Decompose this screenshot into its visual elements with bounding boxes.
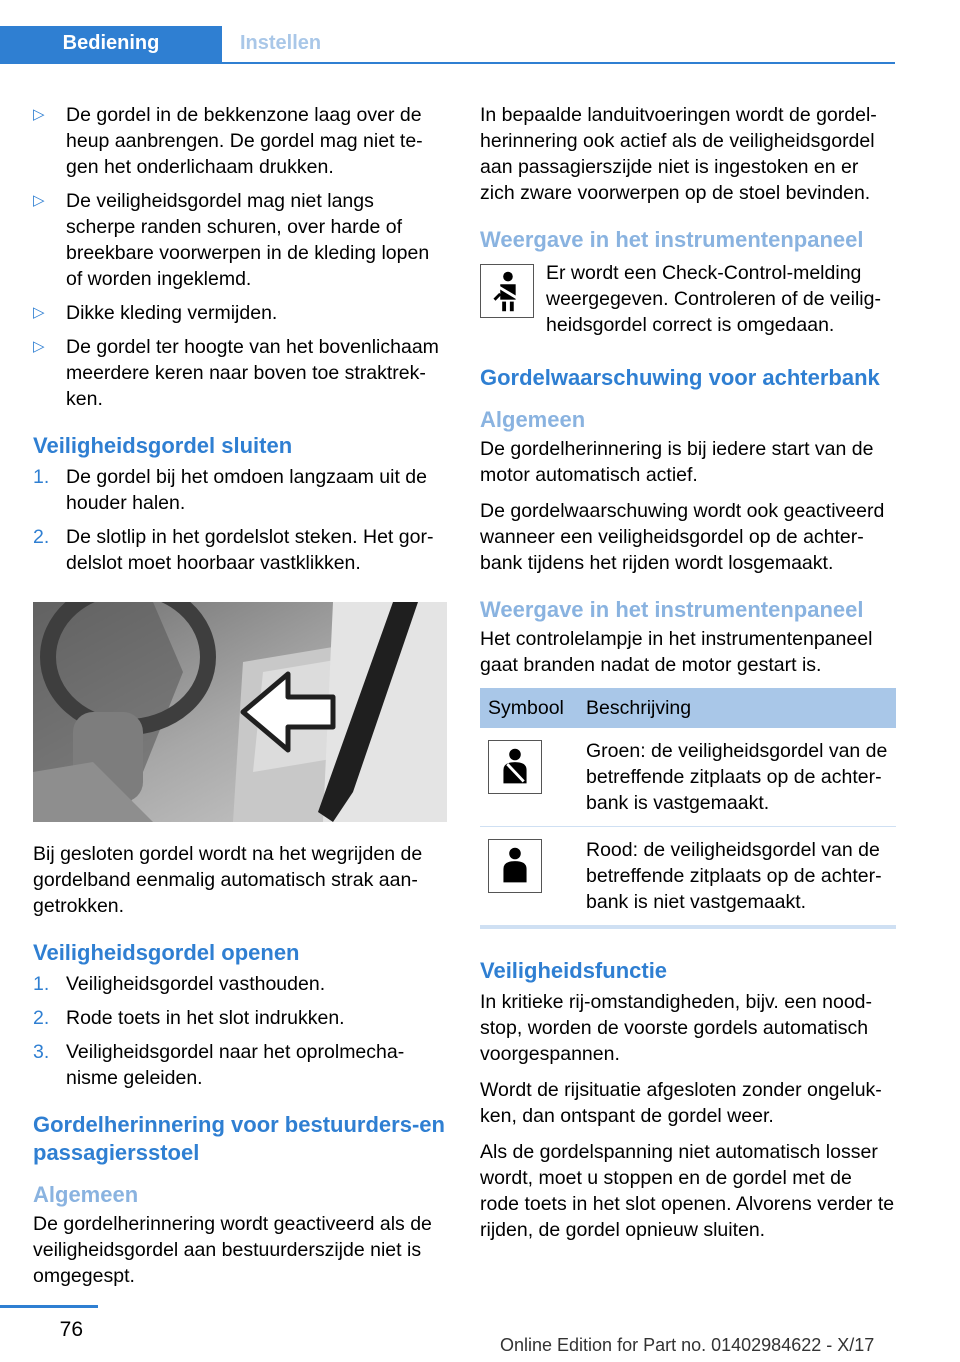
paragraph-intro: In bepaalde landuitvoeringen wordt de gordel-herinnering ook actief als de veiligheidsgordel aan passagierszijde niet is ingestoken en er zich zware voorwerpen op de stoel bevinden.	[480, 104, 877, 204]
heading-herinnering: Gordelherinnering voor bestuurders-en passagiersstoel	[33, 1112, 445, 1165]
seatbelt-warning-icon	[480, 264, 534, 318]
heading-veiligheidsfunctie: Veiligheidsfunctie	[480, 958, 668, 983]
unbelted-occupant-icon	[488, 839, 542, 893]
edition-footer: Online Edition for Part no. 01402984622 - X/17	[500, 1335, 875, 1355]
subheading-algemeen: Algemeen	[33, 1182, 139, 1207]
step-number: 1.	[33, 973, 50, 995]
paragraph-functie-1: In kritieke rij-omstandigheden, bijv. een nood-stop, worden de voorste gordels automatisch voorgespannen.	[480, 991, 873, 1065]
heading-sluiten: Veiligheidsgordel sluiten	[33, 433, 293, 458]
table-cell-symbol	[480, 827, 578, 928]
right-column	[480, 102, 896, 1243]
list-item: ▷ Dikke kleding vermijden.	[33, 300, 447, 326]
paragraph-weergave-2: Het controlelampje in het instrumentenpaneel gaat branden nadat de motor gestart is.	[480, 628, 873, 676]
table-cell-description: Rood: de veiligheidsgordel van de betreffende zitplaats op de achter-bank is niet vastgemaakt.	[578, 827, 896, 928]
heading-openen: Veiligheidsgordel openen	[33, 940, 300, 965]
check-control-row	[480, 260, 896, 338]
table-header-row	[480, 688, 896, 728]
step-item	[33, 1005, 447, 1031]
table-row	[480, 827, 896, 928]
step-number: 1.	[33, 466, 50, 488]
paragraph-achterbank-1: De gordelherinnering is bij iedere start van de motor automatisch actief.	[480, 438, 874, 486]
list-item: ▷ De gordel ter hoogte van het bovenlichaam meerdere keren naar boven toe straktrek-ken.	[33, 334, 447, 412]
table-cell-description: Groen: de veiligheidsgordel van de betreffende zitplaats op de achter-bank is vastgemaakt.	[578, 728, 896, 827]
step-item	[33, 1039, 447, 1091]
sluiten-steps	[33, 464, 447, 576]
step-item	[33, 971, 447, 997]
openen-steps	[33, 971, 447, 1091]
paragraph-weergave-1: Er wordt een Check-Control-melding weergegeven. Controleren of de veilig-heidsgordel correct is omgedaan.	[546, 262, 881, 336]
heading-weergave-2: Weergave in het instrumentenpaneel	[480, 597, 864, 622]
tab-bediening[interactable]: Bediening	[0, 26, 222, 62]
step-item	[33, 524, 447, 576]
list-item: ▷ De gordel in de bekkenzone laag over de heup aanbrengen. De gordel mag niet te-gen het onderlichaam drukken.	[33, 102, 447, 180]
step-number: 2.	[33, 526, 50, 548]
table-header-beschrijving: Beschrijving	[578, 688, 896, 728]
paragraph-functie-3: Als de gordelspanning niet automatisch losser wordt, moet u stoppen en de gordel met de rode toets in het slot openen. Alvorens verder te rijden, de gordel opnieuw sluiten.	[480, 1141, 895, 1241]
seatbelt-buckle-photo	[33, 602, 447, 822]
step-number: 2.	[33, 1007, 50, 1029]
step-text: Veiligheidsgordel naar het oprolmecha-nisme geleiden.	[66, 1041, 405, 1089]
subheading-algemeen-2: Algemeen	[480, 407, 586, 432]
step-text: De slotlip in het gordelslot steken. Het gor-delslot moet hoorbaar vastklikken.	[66, 526, 434, 574]
list-item: ▷ De veiligheidsgordel mag niet langs scherpe randen schuren, over harde of breekbare voorwerpen in de kleding lopen of worden ingeklemd.	[33, 188, 447, 292]
step-text: Rode toets in het slot indrukken.	[66, 1007, 345, 1029]
paragraph-after-photo: Bij gesloten gordel wordt na het wegrijden de gordelband eenmalig automatisch strak aan-getrokken.	[33, 843, 423, 917]
tab-instellen[interactable]: Instellen	[240, 32, 322, 54]
heading-weergave-1: Weergave in het instrumentenpaneel	[480, 227, 864, 252]
paragraph-achterbank-2: De gordelwaarschuwing wordt ook geactiveerd wanneer een veiligheidsgordel op de achter-bank tijdens het rijden wordt losgemaakt.	[480, 500, 885, 574]
belt-tips-list	[33, 102, 447, 412]
footer-rule	[0, 1305, 98, 1308]
step-text: De gordel bij het omdoen langzaam uit de houder halen.	[66, 466, 427, 514]
paragraph-herinnering: De gordelherinnering wordt geactiveerd als de veiligheidsgordel aan bestuurderszijde niet is omgegespt.	[33, 1213, 432, 1287]
belted-occupant-icon	[488, 740, 542, 794]
table-cell-symbol	[480, 728, 578, 827]
heading-achterbank: Gordelwaarschuwing voor achterbank	[480, 365, 880, 390]
step-text: Veiligheidsgordel vasthouden.	[66, 973, 326, 995]
step-item	[33, 464, 447, 516]
header-tabbar	[0, 26, 895, 64]
step-number: 3.	[33, 1041, 50, 1063]
symbol-table	[480, 688, 896, 929]
table-row	[480, 728, 896, 827]
table-header-symbool: Symbool	[480, 688, 578, 728]
page-number: 76	[59, 1318, 83, 1341]
left-column	[33, 102, 447, 1289]
paragraph-functie-2: Wordt de rijsituatie afgesloten zonder ongeluk-ken, dan ontspant de gordel weer.	[480, 1079, 882, 1127]
